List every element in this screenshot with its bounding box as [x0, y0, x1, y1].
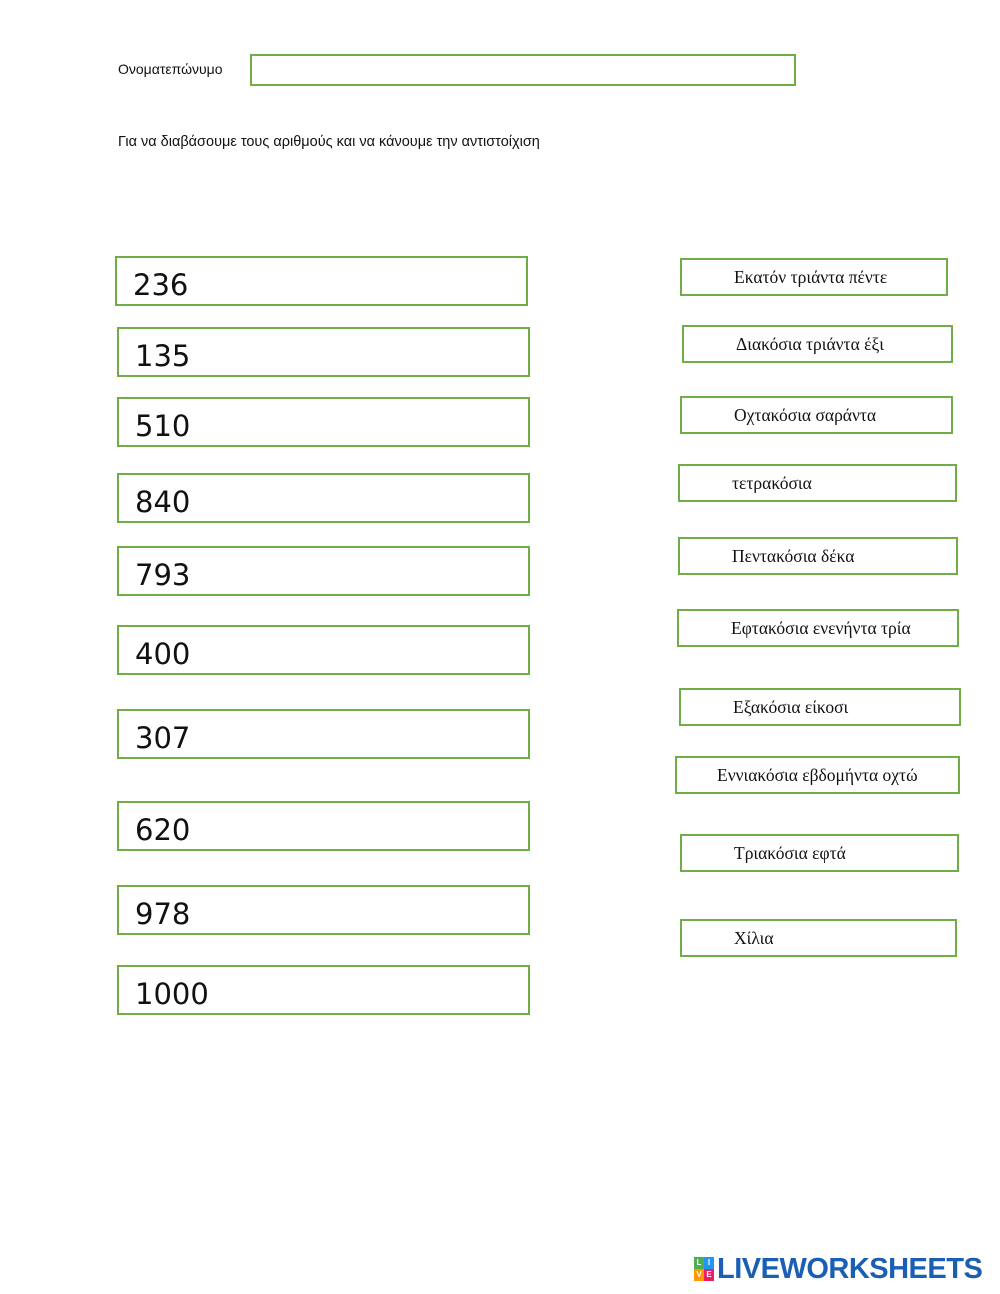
number-value: 978	[135, 897, 191, 931]
logo-text: LIVEWORKSHEETS	[717, 1252, 983, 1285]
number-value: 307	[135, 721, 191, 755]
word-box[interactable]	[680, 919, 957, 957]
number-box[interactable]	[117, 473, 530, 523]
word-label: Διακόσια τριάντα έξι	[736, 334, 884, 354]
word-box[interactable]	[675, 756, 960, 794]
number-value: 510	[135, 409, 191, 443]
word-label: Πεντακόσια δέκα	[732, 546, 855, 566]
number-box[interactable]	[117, 885, 530, 935]
logo-icon-letter: I	[704, 1257, 714, 1269]
number-value: 840	[135, 485, 191, 519]
liveworksheets-logo	[694, 1254, 982, 1284]
logo-icon-letter: V	[694, 1269, 704, 1281]
number-box[interactable]	[117, 709, 530, 759]
word-box[interactable]	[682, 325, 953, 363]
word-box[interactable]	[680, 834, 959, 872]
logo-icon-letter: L	[694, 1257, 704, 1269]
logo-icon-letter: E	[704, 1269, 714, 1281]
number-value: 236	[133, 268, 189, 302]
word-label: Χίλια	[734, 928, 774, 948]
word-label: Εξακόσια είκοσι	[733, 697, 849, 717]
number-box[interactable]	[117, 546, 530, 596]
logo-icon	[694, 1257, 714, 1281]
number-box[interactable]	[117, 625, 530, 675]
word-box[interactable]	[679, 688, 961, 726]
word-label: Τριακόσια εφτά	[734, 843, 846, 863]
number-value: 400	[135, 637, 191, 671]
word-label: Εκατόν τριάντα πέντε	[734, 267, 888, 287]
word-box[interactable]	[678, 464, 957, 502]
word-label: Εφτακόσια ενενήντα τρία	[731, 618, 911, 638]
number-box[interactable]	[117, 397, 530, 447]
number-box[interactable]	[117, 965, 530, 1015]
number-value: 793	[135, 558, 191, 592]
name-label: Ονοματεπώνυμο	[118, 61, 223, 77]
word-label: τετρακόσια	[732, 473, 812, 493]
word-box[interactable]	[678, 537, 958, 575]
word-label: Εννιακόσια εβδομήντα οχτώ	[717, 765, 918, 785]
instruction-text: Για να διαβάσουμε τους αριθμούς και να κάνουμε την αντιστοίχιση	[118, 134, 540, 150]
number-box[interactable]	[117, 801, 530, 851]
number-value: 620	[135, 813, 191, 847]
word-box[interactable]	[680, 258, 948, 296]
number-box[interactable]	[117, 327, 530, 377]
word-box[interactable]	[677, 609, 959, 647]
name-input[interactable]	[250, 54, 796, 86]
number-box[interactable]	[115, 256, 528, 306]
number-value: 1000	[135, 977, 209, 1011]
word-box[interactable]	[680, 396, 953, 434]
number-value: 135	[135, 339, 191, 373]
word-label: Οχτακόσια σαράντα	[734, 405, 877, 425]
